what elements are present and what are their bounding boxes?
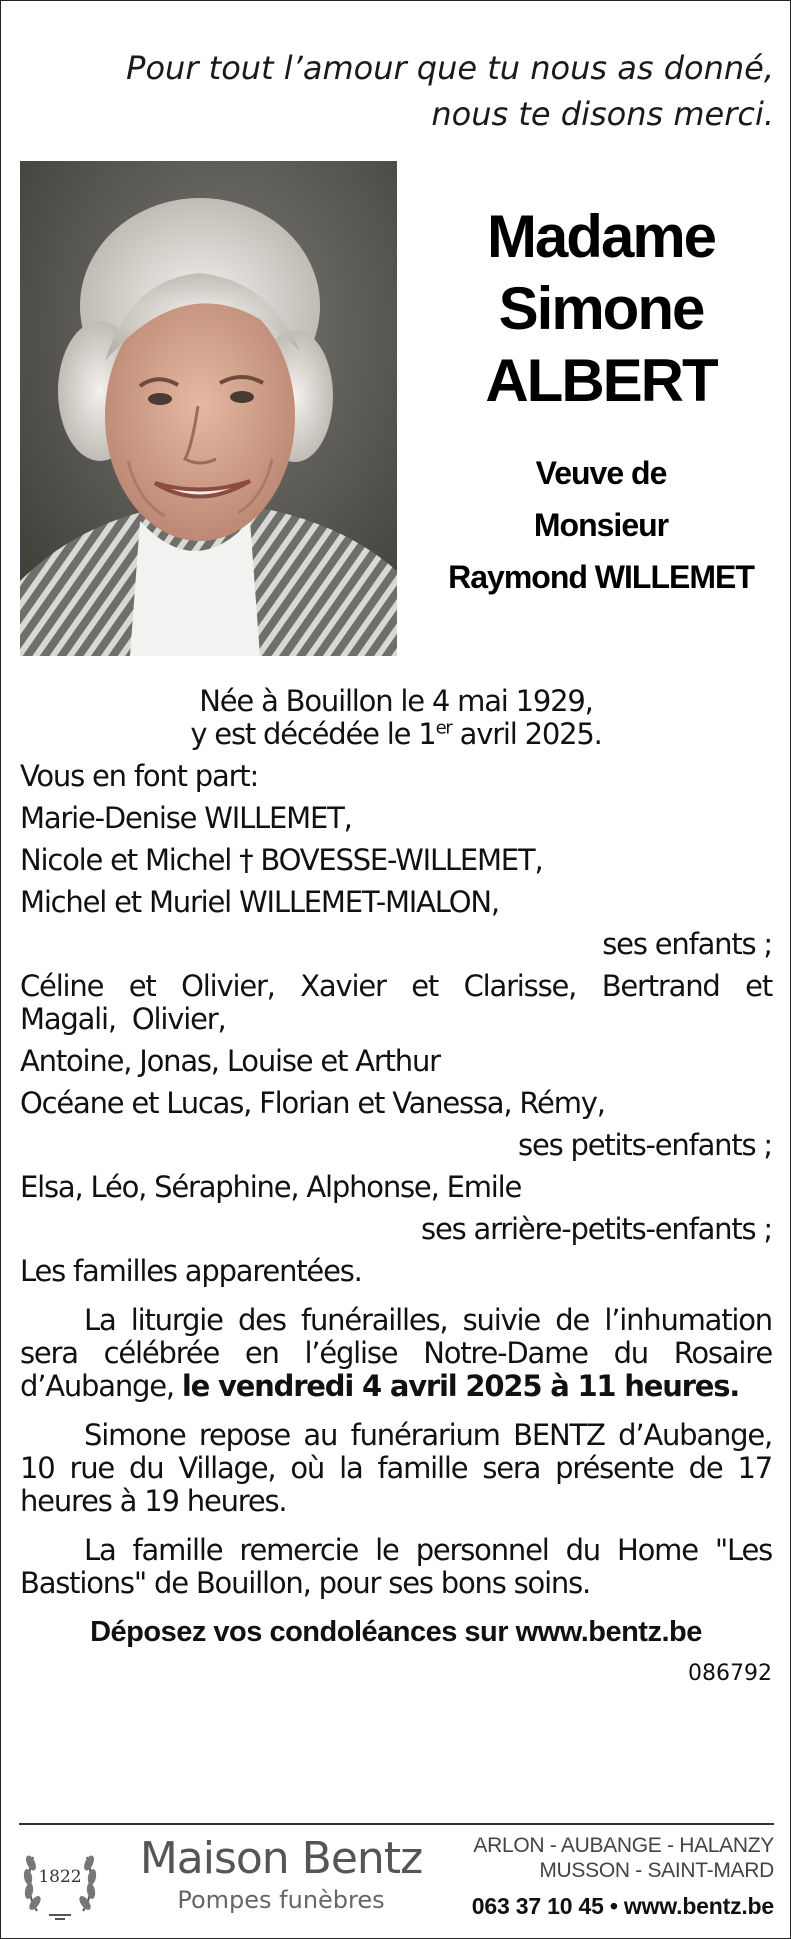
child-entry: Nicole et Michel † BOVESSE-WILLEMET,	[20, 843, 543, 877]
portrait-illustration	[20, 161, 397, 656]
towns-line-2: MUSSON - SAINT-MARD	[539, 1859, 774, 1882]
reference-number: 086792	[688, 1661, 772, 1686]
widow-line-3: Raymond WILLEMET	[448, 559, 754, 595]
grandchildren-label: ses petits-enfants ;	[518, 1128, 772, 1162]
grandchild-entry: Océane et Lucas, Florian et Vanessa, Rémy,	[20, 1086, 605, 1120]
death-date-post: avril 2025.	[451, 717, 602, 751]
announcement-intro: Vous en font part:	[20, 759, 259, 793]
condolences-link[interactable]: Déposez vos condoléances sur www.bentz.be	[90, 1616, 702, 1648]
deceased-title: Madame	[486, 203, 716, 270]
towns-line-1: ARLON - AUBANGE - HALANZY	[473, 1834, 774, 1857]
funeral-paragraph	[20, 1304, 772, 1403]
quote-line-1: Pour tout l’amour que tu nous as donné,	[126, 49, 774, 87]
brand-block	[121, 1833, 441, 1915]
death-date-line	[20, 718, 772, 751]
child-entry: Marie-Denise WILLEMET,	[20, 801, 352, 835]
child-entry: Michel et Muriel WILLEMET-MIALON,	[20, 885, 499, 919]
brand-name: Maison Bentz	[139, 1833, 423, 1884]
deceased-first-name: Simone	[498, 275, 704, 342]
quote-line-2: nous te disons merci.	[431, 95, 774, 133]
related-families: Les familles apparentées.	[20, 1254, 362, 1288]
thanks-paragraph: La famille remercie le personnel du Home "Les Bastions" de Bouillon, pour ses bons soins.	[20, 1533, 772, 1600]
death-date-pre: y est décédée le 1	[190, 717, 436, 751]
great-grandchild-entry: Elsa, Léo, Séraphine, Alphonse, Emile	[20, 1170, 522, 1204]
notice-body	[20, 685, 772, 1690]
viewing-paragraph: Simone repose au funérarium BENTZ d’Aubange, 10 rue du Village, où la famille sera présente de 17 heures à 19 heures.	[20, 1418, 772, 1518]
funeral-home-footer	[19, 1833, 774, 1933]
funeral-datetime: le vendredi 4 avril 2025 à 11 heures.	[181, 1369, 740, 1403]
widow-line-1: Veuve de	[535, 455, 667, 491]
footer-divider	[19, 1823, 774, 1825]
children-label: ses enfants ;	[602, 927, 772, 961]
brand-subtitle: Pompes funèbres	[177, 1886, 385, 1914]
funeral-text: La liturgie des funérailles, suivie de l’inhumation sera célébrée en l’église Notre-Dame du Rosaire d’Aubange,	[20, 1303, 772, 1403]
deceased-name-block	[421, 201, 781, 603]
portrait-photo	[20, 161, 397, 656]
birth-date-line: Née à Bouillon le 4 mai 1929,	[199, 684, 593, 718]
great-grandchildren-label: ses arrière-petits-enfants ;	[421, 1212, 772, 1246]
widow-line-2: Monsieur	[533, 507, 669, 543]
deceased-last-name: ALBERT	[485, 347, 717, 414]
widow-of-block	[421, 447, 781, 603]
seal-year: 1822	[38, 1867, 82, 1887]
phone-and-website[interactable]: 063 37 10 45 • www.bentz.be	[471, 1893, 774, 1919]
epigraph-quote	[54, 45, 774, 137]
grandchild-entry: Céline et Olivier, Xavier et Clarisse, Bertrand et Magali, Olivier,	[20, 969, 772, 1036]
grandchild-entry: Antoine, Jonas, Louise et Arthur	[20, 1044, 440, 1078]
laurel-seal-icon	[19, 1833, 101, 1925]
contact-block	[434, 1833, 774, 1920]
death-date-sup: er	[435, 717, 452, 739]
